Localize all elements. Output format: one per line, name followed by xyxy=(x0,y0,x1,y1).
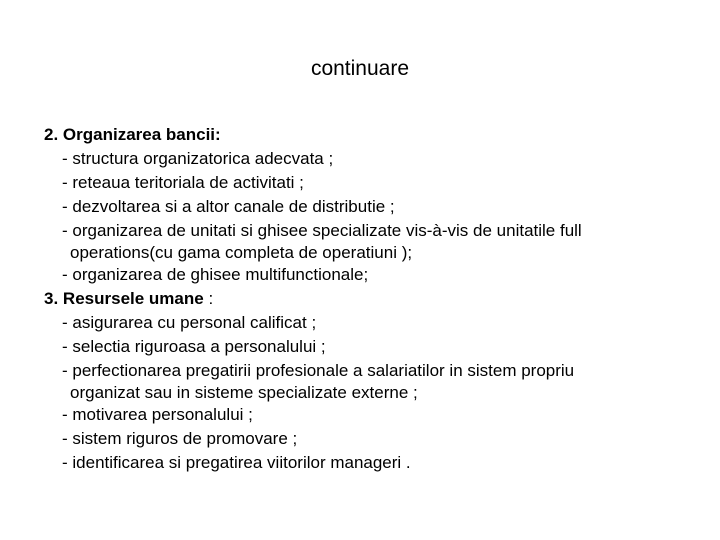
list-item: - identificarea si pregatirea viitorilor manageri . xyxy=(62,453,411,472)
list-item: - structura organizatorica adecvata ; xyxy=(62,149,334,168)
section-number: 2. xyxy=(44,125,59,144)
section-heading xyxy=(44,287,694,311)
list-item: - reteaua teritoriala de activitati ; xyxy=(62,173,304,192)
list-item-continuation: organizat sau in sisteme specializate externe ; xyxy=(70,383,418,402)
section-title-suffix: : xyxy=(203,289,214,308)
list-item-continuation: operations(cu gama completa de operatiuni ); xyxy=(70,243,413,262)
list-item: - sistem riguros de promovare ; xyxy=(62,429,298,448)
list-item: - perfectionarea pregatirii profesionale a salariatilor in sistem propriu xyxy=(62,361,575,380)
list-item: - organizarea de ghisee multifunctionale; xyxy=(62,265,369,284)
list-item: - motivarea personalului ; xyxy=(62,405,253,424)
list-item: - organizarea de unitati si ghisee specializate vis-à-vis de unitatile full xyxy=(62,221,582,240)
slide-content xyxy=(44,123,694,475)
list-item: - selectia riguroasa a personalului ; xyxy=(62,337,326,356)
section-number: 3. xyxy=(44,289,59,308)
slide-title: continuare xyxy=(310,57,410,80)
section-title: Organizarea bancii: xyxy=(62,125,221,144)
list-item: - dezvoltarea si a altor canale de distributie ; xyxy=(62,197,395,216)
section-heading xyxy=(44,123,694,147)
list-item: - asigurarea cu personal calificat ; xyxy=(62,313,317,332)
section-title: Resursele umane xyxy=(62,289,204,308)
